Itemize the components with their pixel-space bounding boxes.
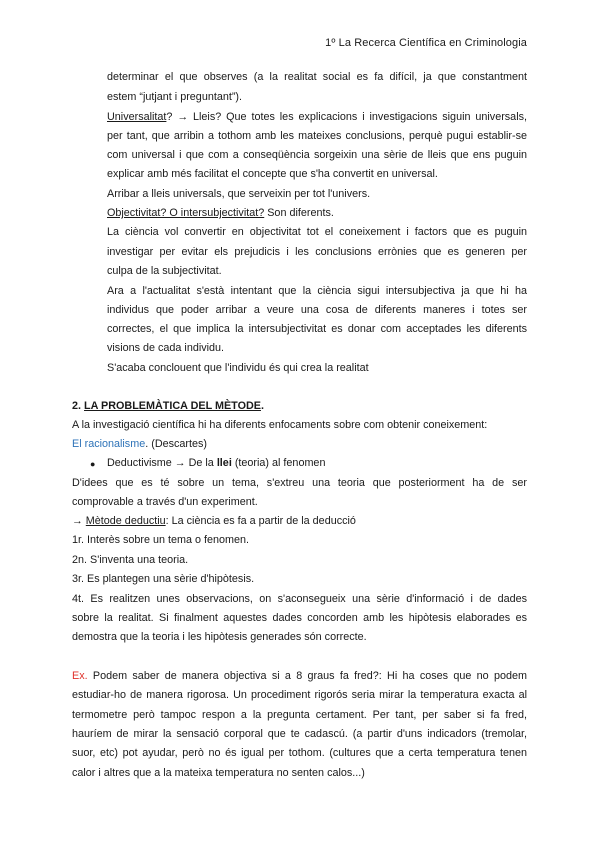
page-header: 1º La Recerca Científica en Criminologia	[325, 37, 527, 49]
deduct-text-bold: llei	[216, 457, 232, 469]
paragraph-line: A la investigació científica hi ha diferents enfocaments sobre com obtenir coneixement:	[72, 419, 488, 431]
example-line: suor, etc) pot ayudar, però no és igual per tothom. (cultures que a certa temperatura tenen	[72, 747, 527, 759]
step-item: 3r. Es plantegen una sèrie d'hipòtesis.	[72, 573, 255, 585]
step-item: 2n. S'inventa una teoria.	[72, 554, 189, 566]
section-title-end: .	[260, 400, 264, 412]
paragraph-line: D'idees que es té sobre un tema, s'extreu una teoria que posteriorment ha de ser	[72, 477, 527, 489]
paragraph-line: comprovable a través d'un experiment.	[72, 496, 258, 508]
example-line	[72, 669, 527, 683]
example-line: estudiar-ho de manera rigorosa. Un procediment rigorós seria mirar la temperatura exacta al	[72, 689, 527, 701]
objectivitat-label: Objectivitat? O intersubjectivitat?	[107, 207, 265, 219]
paragraph-line: Arribar a lleis universals, que serveixin per tot l'univers.	[107, 188, 371, 200]
universalitat-label: Universalitat	[107, 111, 167, 123]
objectivitat-line	[107, 206, 527, 220]
paragraph-line: individus que poder arribar a veure una cosa de diferents maneres i totes ser	[107, 304, 527, 316]
metode-line	[72, 514, 356, 528]
paragraph-line: determinar el que observes (a la realitat social es fa difícil, ja que constantment	[107, 71, 527, 83]
paragraph-line: estem “jutjant i preguntant”).	[107, 91, 243, 103]
bullet-icon: ●	[90, 459, 96, 469]
example-line: termometre però tampoc respon a la pregunta certament. Per tant, per saber si fa fred,	[72, 709, 527, 721]
deduct-text-a: Deductivisme → De la	[107, 457, 217, 469]
metode-text: : La ciència es fa a partir de la deducció	[165, 515, 356, 527]
racionalisme-line	[72, 437, 207, 451]
example-label: Ex.	[72, 670, 88, 682]
step-item: demostra que la teoria i les hipòtesis generades són correcte.	[72, 631, 367, 643]
deduct-text-c: (teoria) al fenomen	[231, 457, 326, 469]
deductivisme-line	[107, 456, 325, 470]
paragraph-line: Ara a l'actualitat s'està intentant que la ciència sigui intersubjectiva ja que hi ha	[107, 285, 527, 297]
paragraph-line: S'acaba conclouent que l'individu és qui crea la realitat	[107, 362, 369, 374]
objectivitat-text: Son diferents.	[264, 207, 334, 219]
paragraph-line: investigar per evitar els prejudicis i les conclusions errònies que es generen per	[107, 246, 527, 258]
metode-label: Mètode deductiu	[85, 515, 166, 527]
paragraph-line: explicar amb més facilitat el concepte que s'ha convertit en universal.	[107, 168, 438, 180]
descartes-text: . (Descartes)	[145, 438, 208, 450]
step-item: 4t. Es realitzen unes observacions, on s'aconsegueix una sèrie d'informació i de dades	[72, 593, 527, 605]
paragraph-line: correctes, el que implica la intersubjectivitat es donar com acceptades les diferents	[107, 323, 527, 335]
example-line: hauríem de mirar la sensació corporal que te cadascú. (a partir d'uns indicadors (tremolar,	[72, 728, 527, 740]
paragraph-line: per tant, que arribin a tothom amb les mateixes conclusions, perquè pugui establir-se	[107, 130, 527, 142]
step-item: sobre la realitat. Si finalment aquestes dades concorden amb les hipòtesis elaborades es	[72, 612, 527, 624]
universalitat-line	[107, 110, 527, 124]
arrow-icon: →	[72, 515, 86, 527]
section-heading	[72, 399, 264, 413]
universalitat-text: ? → Lleis? Que totes les explicacions i investigacions siguin universals,	[166, 111, 527, 123]
paragraph-line: com universal i que com a conseqüència sorgeixin una sèrie de lleis que ens puguin	[107, 149, 527, 161]
step-item: 1r. Interès sobre un tema o fenomen.	[72, 534, 250, 546]
section-number: 2.	[72, 400, 85, 412]
paragraph-line: culpa de la subjectivitat.	[107, 265, 222, 277]
racionalisme-label: El racionalisme	[72, 438, 146, 450]
section-title: LA PROBLEMÀTICA DEL MÈTODE	[84, 400, 261, 412]
example-text: Podem saber de manera objectiva si a 8 graus fa fred?: Hi ha coses que no podem	[87, 670, 527, 682]
example-line: calor i altres que a la mateixa temperatura no senten calos...)	[72, 767, 365, 779]
paragraph-line: La ciència vol convertir en objectivitat tot el coneixement i factors que es puguin	[107, 226, 527, 238]
paragraph-line: visions de cada individu.	[107, 342, 225, 354]
